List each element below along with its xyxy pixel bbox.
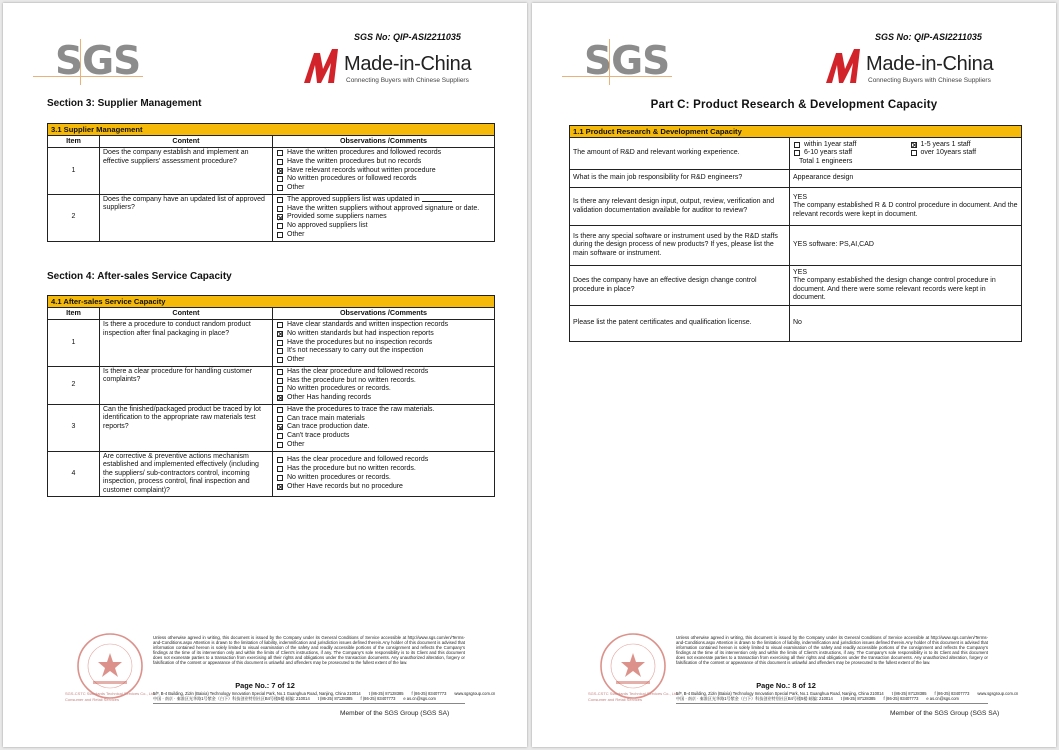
checkbox-option: Other [276,231,491,240]
checkbox-checked[interactable] [277,214,283,220]
checkbox-option: The approved suppliers list was updated in [276,196,491,205]
checkbox-option: Has the procedure but no written records. [276,465,491,474]
checkbox-option: Provided some suppliers names [276,213,491,222]
question-text: Is there a clear procedure for handling customer complaints? [100,366,273,404]
col-content: Content [100,136,273,148]
address-block: 5/F, B-4 Building, ZiJin (Baixia) Technology Innovation Special Park, No.1 Guanghua Road, Nanjing, China 210014 t (86-25) 87128385 f (86-25) 83407773 www.sgsgroup.com.cn 中国 · 南京 · 秦淮区光华路1号紫金（白下）科技创业特别社区B4号楼5楼 邮编: 210014 t (86-25) 87128385 f (86-25) 83407773 e as.cn@sgs.com [676,691,1019,702]
table-row: 3 Can the finished/packaged product be traced by lot identification to the appropriate raw materials test reports? Have the procedures to trace the raw materials. Can trace main materials Can trace production date. Can't trace products Other [48,404,495,451]
checkbox[interactable] [277,466,283,472]
question-text: Is there a procedure to conduct random product inspection after final packaging in place? [100,320,273,367]
table-row [570,226,1022,266]
checkbox-option: It's not necessary to carry out the inspection [276,347,491,356]
question-text: Can the finished/packaged product be traced by lot identification to the appropriate raw materials test reports? [100,404,273,451]
checkbox[interactable] [277,176,283,182]
answer-text: No [790,306,1022,342]
question-text: Are corrective & preventive actions mechanism established and implemented effectively (including the suppliers/ sub-contractors control, incoming inspection, process control, final inspection and customer complaint)? [100,451,273,497]
question-text: Please list the patent certificates and qualification license. [570,306,790,342]
checkbox[interactable] [277,416,283,422]
checkbox-option: Can trace main materials [276,415,491,424]
member-text: Member of the SGS Group (SGS SA) [890,710,1000,717]
checkbox-checked[interactable] [911,142,917,148]
checkbox-option: Has the procedure but no written records. [276,377,491,386]
checkbox-option: Has the clear procedure and followed records [276,456,491,465]
member-text: Member of the SGS Group (SGS SA) [340,710,450,717]
col-content: Content [100,308,273,320]
rd-capacity-table [569,125,1022,342]
checkbox-option: Have clear standards and written inspection records [276,321,491,330]
checkbox[interactable] [277,475,283,481]
checkbox[interactable] [277,223,283,229]
checkbox[interactable] [277,159,283,165]
checkbox-option: Has the clear procedure and followed records [276,368,491,377]
checkbox-option: No approved suppliers list [276,222,491,231]
checkbox[interactable] [277,348,283,354]
after-sales-table [47,295,495,497]
table-title: 3.1 Supplier Management [48,124,495,136]
checkbox[interactable] [277,322,283,328]
checkbox[interactable] [911,150,917,156]
question-text: Does the company establish and implement an effective suppliers' assessment procedure? [100,148,273,195]
sgs-logo: SGS [562,39,682,89]
answer-text: YES The company established the design change control procedure in document. And there were some relevant records were kept in document. [790,266,1022,306]
address-block: 5/F, B-4 Building, ZiJin (Baixia) Technology Innovation Special Park, No.1 Guanghua Road, Nanjing, China 210014 t (86-25) 87128385 f (86-25) 83407773 www.sgsgroup.com.cn 中国 · 南京 · 秦淮区光华路1号紫金（白下）科技创业特别社区B4号楼5楼 邮编: 210014 t (86-25) 87128385 f (86-25) 83407773 e as.cn@sgs.com [153,691,496,702]
checkbox[interactable] [277,386,283,392]
col-item: Item [48,136,100,148]
report-number: SGS No: QIP-ASI2211035 [354,32,461,42]
answer-text: YES The company established R & D control procedure in document. And the relevant records were kept in document. [790,188,1022,226]
checkbox-option: Other [276,356,491,365]
checkbox-option: over 10years staff [910,149,1019,158]
checkbox[interactable] [277,369,283,375]
checkbox-option: Can trace production date. [276,423,491,432]
page-number: Page No.: 8 of 12 [756,681,816,690]
checkbox[interactable] [277,378,283,384]
table-row [570,138,1022,170]
supplier-management-table [47,123,495,242]
question-text: What is the main job responsibility for R&D engineers? [570,170,790,188]
checkbox[interactable] [794,150,800,156]
table-title: 1.1 Product Research & Development Capacity [570,126,1022,138]
checkbox[interactable] [277,340,283,346]
checkbox-option: Can't trace products [276,432,491,441]
col-observations: Observations /Comments [273,136,495,148]
checkbox-option: No written procedures or records. [276,474,491,483]
table-title: 4.1 After-sales Service Capacity [48,296,495,308]
checkbox[interactable] [277,150,283,156]
checkbox-option: No written procedures or followed records [276,175,491,184]
table-row: 2 Is there a clear procedure for handling customer complaints? Has the clear procedure and followed records Has the procedure but no written records. No written procedures or records. Other Has handing records [48,366,495,404]
checkbox[interactable] [794,142,800,148]
checkbox-option: No written standards but had inspection reports [276,330,491,339]
made-in-china-m-icon [304,49,342,83]
table-row: 1 Does the company establish and implement an effective suppliers' assessment procedure? Have the written procedures and followed records Have the written procedures but no records Have relevant records without written procedure No written procedures or followed records Other [48,148,495,195]
checkbox-option: Have the written suppliers without approved signature or date. [276,205,491,214]
checkbox-checked[interactable] [277,331,283,337]
checkbox-option: Other [276,184,491,193]
checkbox-checked[interactable] [277,395,283,401]
checkbox-checked[interactable] [277,424,283,430]
made-in-china-logo: Made-in-China Connecting Buyers with Chinese Suppliers [304,47,474,89]
checkbox[interactable] [277,407,283,413]
checkbox-option: Have the procedures to trace the raw materials. [276,406,491,415]
checkbox[interactable] [277,433,283,439]
question-text: Is there any special software or instrument used by the R&D staffs during the design process of new products? If yes, please list the main software or instrument. [570,226,790,266]
checkbox[interactable] [277,206,283,212]
checkbox-option: Other Has handing records [276,394,491,403]
checkbox-option: Other Have records but no procedure [276,483,491,492]
table-row [570,188,1022,226]
question-text: Is there any relevant design input, output, review, verification and validation documentation available for auditor to review? [570,188,790,226]
terms-text: Unless otherwise agreed in writing, this document is issued by the Company under its General Conditions of Service accessible at http://www.sgs.com/en/Terms-and-Conditions.aspx Attention is drawn to the limitation of liability, indemnification and jurisdiction issues defined therein.Any holder of this document is advised that information contained hereon is solely limited to visual examination of the safety and readily accessible portions of the consignment and reflects the Company's findings at the time of its intervention only and within the limits of Client's instructions, if any. The Company's sole responsibility is to its Client and this document does not exonerate parties to a transaction from exercising all their rights and obligations under the transaction documents. Any unauthorized alteration, forgery or falsification of the content or appearance of this document is unlawful and offenders may be prosecuted to the fullest extent of the law. [676,635,988,666]
checkbox-option: Have the written procedures and followed records [276,149,491,158]
checkbox[interactable] [277,442,283,448]
col-observations: Observations /Comments [273,308,495,320]
answer-text: Appearance design [790,170,1022,188]
stamp-department: Consumer and Retail Services [65,697,120,702]
checkbox-option: Other [276,441,491,450]
stamp-company-name: SGS-CSTC Standards Technical Services Co., Ltd. [65,691,156,696]
table-row [570,170,1022,188]
report-page-8 [532,3,1056,747]
checkbox[interactable] [277,185,283,191]
checkbox[interactable] [277,357,283,363]
checkbox-option: No written procedures or records. [276,385,491,394]
checkbox[interactable] [277,457,283,463]
checkbox-option: within 1year staff [793,141,902,150]
question-text: The amount of R&D and relevant working experience. [570,138,790,170]
table-row: 4 Are corrective & preventive actions mechanism established and implemented effectively (including the suppliers/ sub-contractors control, incoming inspection, process control, final inspection and customer complaint)? Has the clear procedure and followed records Has the procedure but no written records. No written procedures or records. Other Have records but no procedure [48,451,495,497]
checkbox-option: Have the written procedures but no records [276,158,491,167]
table-row [570,306,1022,342]
checkbox[interactable] [277,197,283,203]
made-in-china-m-icon [826,49,864,83]
checkbox-option: Have the procedures but no inspection records [276,339,491,348]
stamp-company-name: SGS-CSTC Standards Technical Services Co., Ltd. [588,691,679,696]
checkbox-option: Have relevant records without written procedure [276,167,491,176]
checkbox-checked[interactable] [277,168,283,174]
question-text: Does the company have an updated list of approved suppliers? [100,194,273,241]
question-text: Does the company have an effective design change control procedure in place? [570,266,790,306]
section-3-heading: Section 3: Supplier Management [47,98,202,109]
section-4-heading: Section 4: After-sales Service Capacity [47,271,232,282]
checkbox[interactable] [277,232,283,238]
answer-text: YES software: PS,AI,CAD [790,226,1022,266]
report-number: SGS No: QIP-ASI2211035 [875,32,982,42]
table-row [570,266,1022,306]
page-number: Page No.: 7 of 12 [235,681,295,690]
checkbox-option: 6-10 years staff [793,149,902,158]
part-c-heading: Part C: Product Research & Development Capacity [650,99,938,111]
report-page-7 [3,3,527,747]
col-item: Item [48,308,100,320]
sgs-logo: SGS [33,39,153,89]
table-row: 2 Does the company have an updated list of approved suppliers? The approved suppliers list was updated in Have the written suppliers without approved signature or date. Provided some suppliers names No approved suppliers list Other [48,194,495,241]
terms-text: Unless otherwise agreed in writing, this document is issued by the Company under its General Conditions of Service accessible at http://www.sgs.com/en/Terms-and-Conditions.aspx Attention is drawn to the limitation of liability, indemnification and jurisdiction issues defined therein.Any holder of this document is advised that information contained hereon is solely limited to visual examination of the safety and readily accessible portions of the consignment and reflects the Company's findings at the time of its intervention only and within the limits of Client's instructions, if any. The Company's sole responsibility is to its Client and this document does not exonerate parties to a transaction from exercising all their rights and obligations under the transaction documents. Any unauthorized alteration, forgery or falsification of the content or appearance of this document is unlawful and offenders may be prosecuted to the fullest extent of the law. [153,635,465,666]
stamp-department: Consumer and Retail Services [588,697,643,702]
checkbox-checked[interactable] [277,484,283,490]
checkbox-option: 1-5 years 1 staff [910,141,1019,150]
made-in-china-logo: Made-in-China Connecting Buyers with Chinese Suppliers [826,47,996,89]
total-engineers: Total 1 engineers [799,158,853,166]
table-row: 1 Is there a procedure to conduct random product inspection after final packaging in place? Have clear standards and written inspection records No written standards but had inspection reports Have the procedures but no inspection records It's not necessary to carry out the inspection Other [48,320,495,367]
